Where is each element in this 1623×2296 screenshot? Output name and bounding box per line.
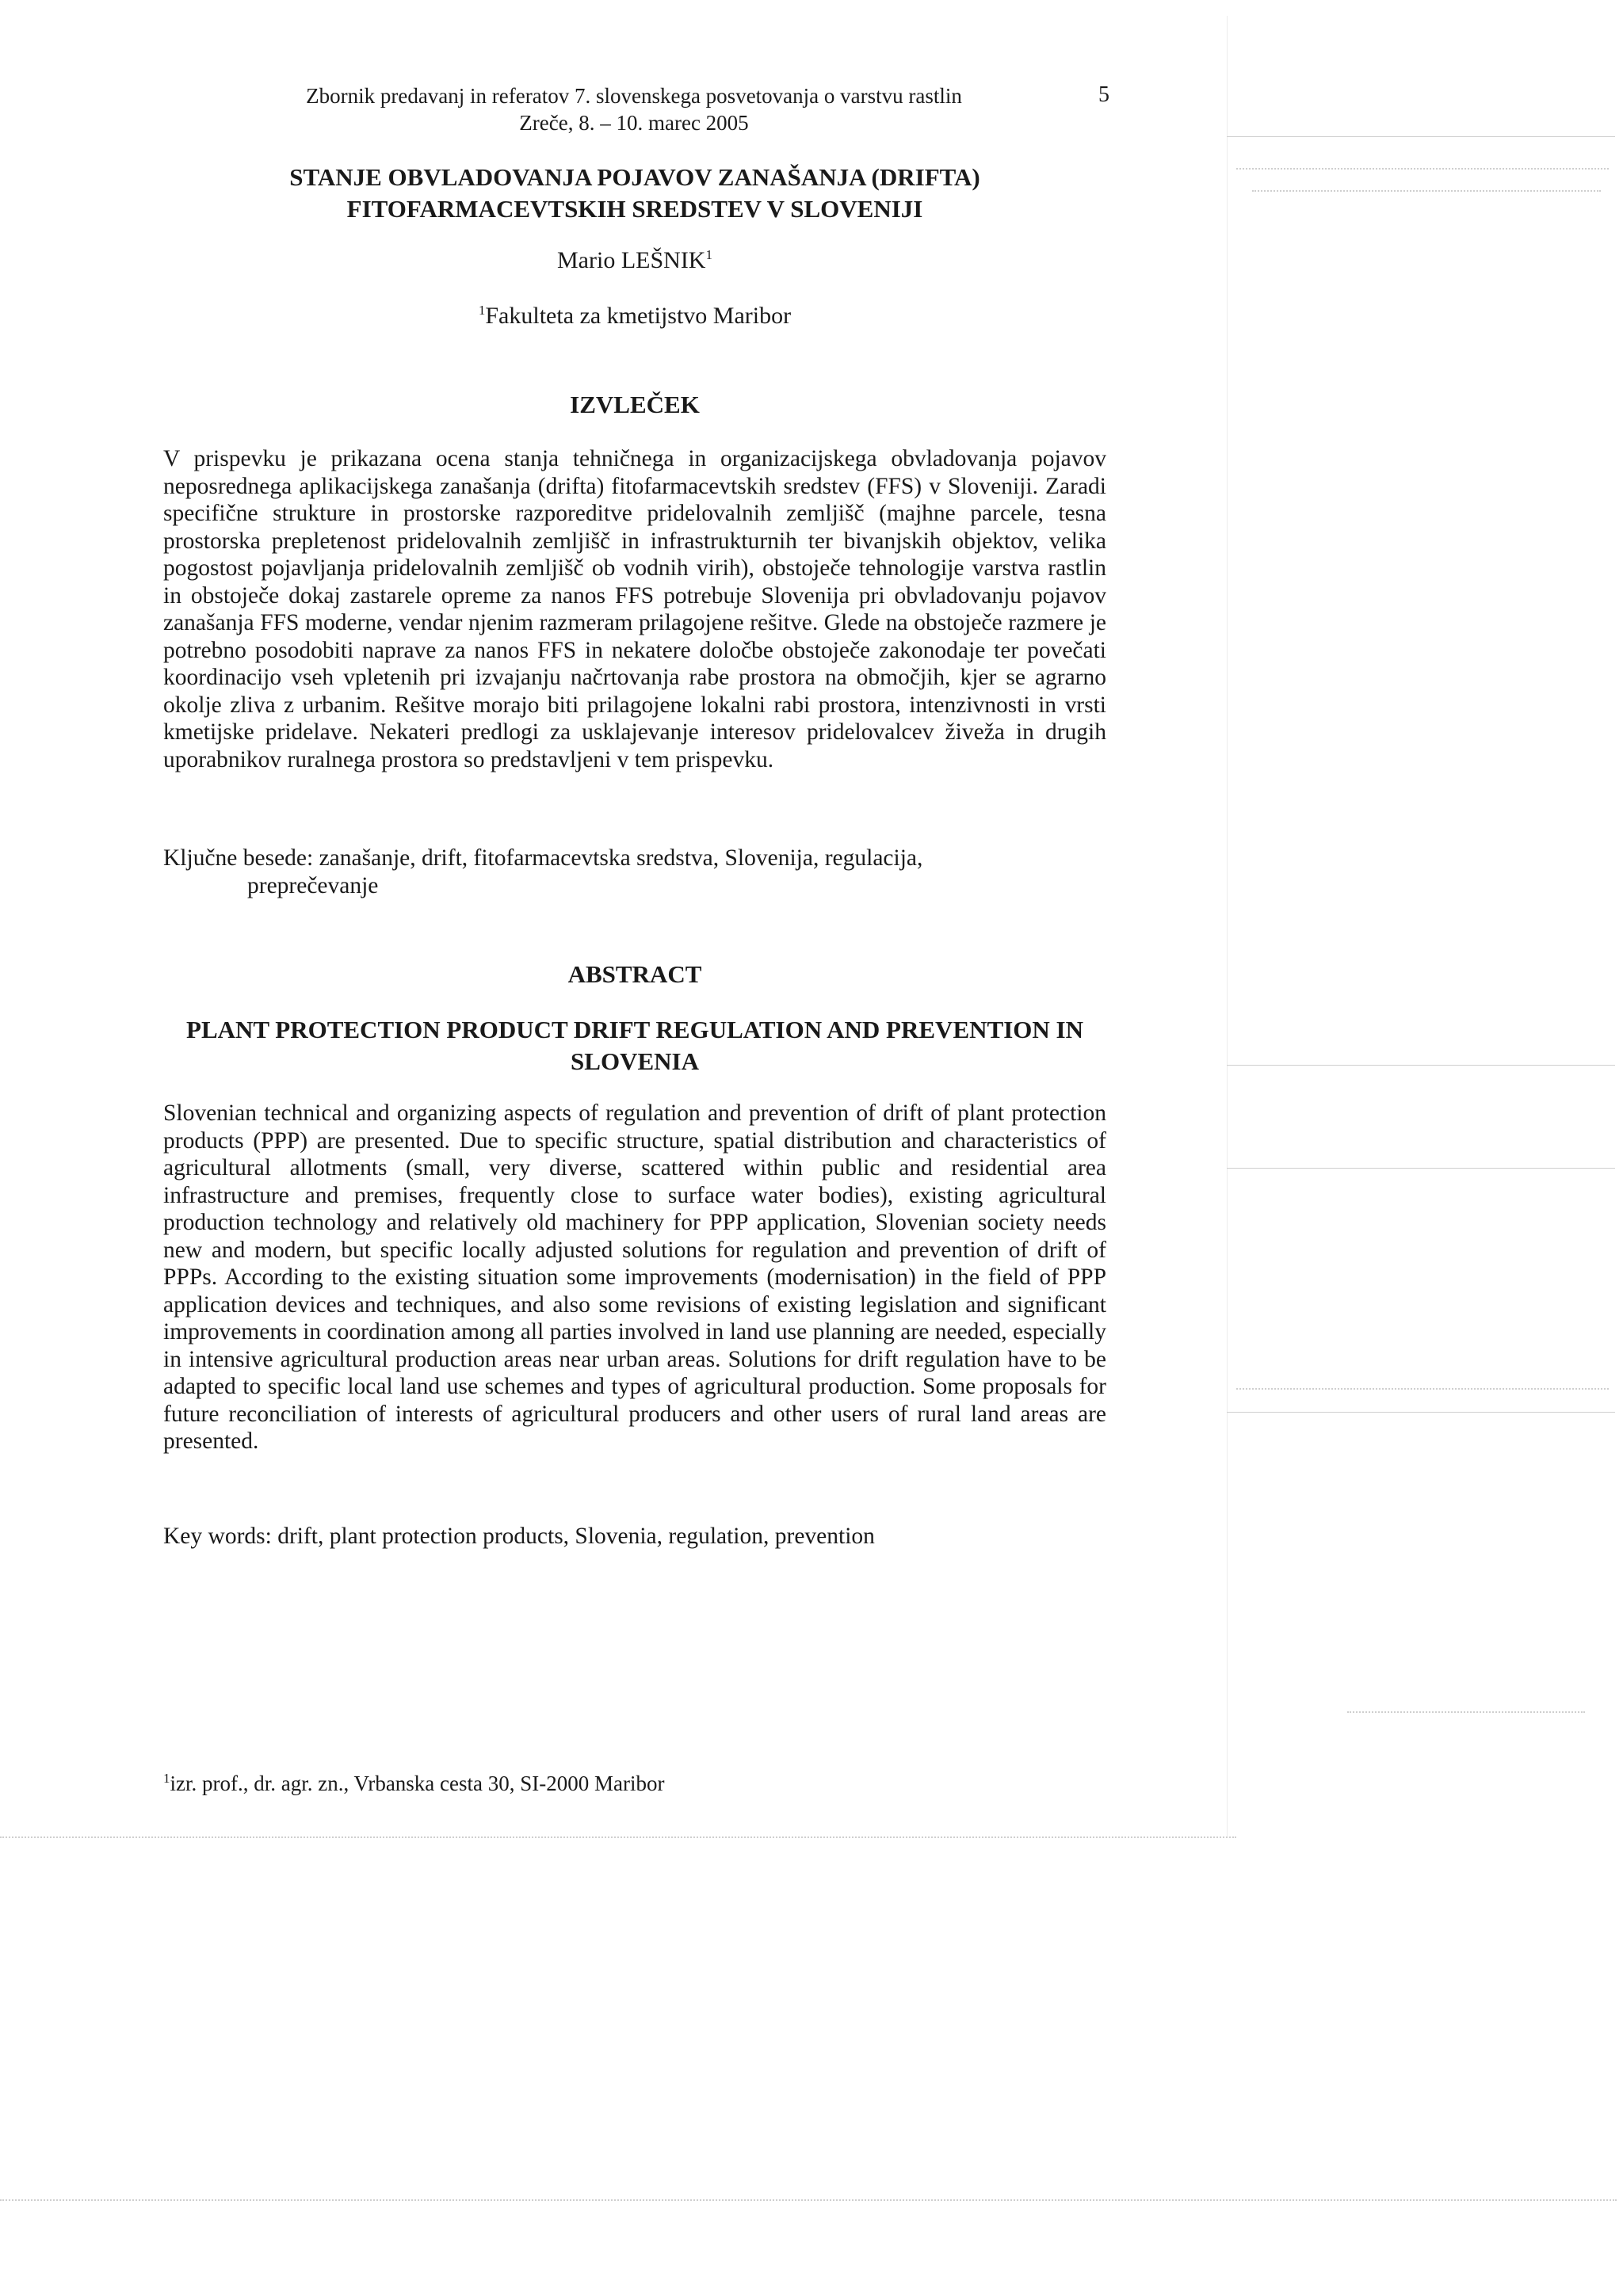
scan-artifact-line — [1227, 1168, 1615, 1169]
affiliation-marker: 1 — [478, 303, 486, 318]
keywords-slovene-line-1: Ključne besede: zanašanje, drift, fitofarmacevtska sredstva, Slovenija, regulacija, — [163, 845, 923, 871]
header-proceedings-line: Zbornik predavanj in referatov 7. slovenskega posvetovanja o varstvu rastlin — [306, 84, 962, 108]
abstract-title — [163, 1014, 1106, 1077]
scan-artifact-dots — [1236, 1388, 1609, 1391]
abstract-heading: ABSTRACT — [567, 960, 702, 988]
scan-artifact-dots — [0, 1836, 1236, 1840]
title-line-1: STANJE OBVLADOVANJA POJAVOV ZANAŠANJA (DRIFTA) — [289, 163, 980, 191]
title-line-2: FITOFARMACEVTSKIH SREDSTEV V SLOVENIJI — [346, 195, 923, 223]
paper-title — [163, 162, 1106, 225]
affiliation-text: Fakulteta za kmetijstvo Maribor — [485, 303, 792, 329]
izvlecek-heading: IZVLEČEK — [570, 391, 700, 418]
scan-artifact-dots — [1236, 168, 1609, 171]
footnote-text: izr. prof., dr. agr. zn., Vrbanska cesta 30, SI-2000 Maribor — [170, 1772, 665, 1795]
keywords-slovene-line-2: preprečevanje — [247, 872, 379, 898]
scan-artifact-line — [1227, 136, 1615, 137]
footnote — [163, 1772, 956, 1796]
scan-artifact-vertical — [1227, 16, 1228, 1838]
abstract-body: Slovenian technical and organizing aspects of regulation and prevention of drift of plant protection products (PPP) are presented. Due to specific structure, spatial distribution and characteristics of agricultural allotments (small, very diverse, scattered within public and residential area infrastructure and premises, frequently close to surface water bodies), existing agricultural production technology and relatively old machinery for PPP application, Slovenian society needs new and modern, but specific locally adjusted solutions for regulation and prevention of drift of PPPs. According to the existing situation some improvements (modernisation) in the field of PPP application devices and techniques, and also some revisions of existing legislation and significant improvements in coordination among all parties involved in land use planning are needed, especially in intensive agricultural production areas near urban areas. Solutions for drift regulation have to be adapted to specific local land use schemes and types of agricultural production. Some proposals for future reconciliation of interests of agricultural producers and other users of rural land areas are presented. — [163, 1100, 1106, 1454]
scan-artifact-dots — [1347, 1711, 1585, 1714]
izvlecek-body: V prispevku je prikazana ocena stanja tehničnega in organizacijskega obvladovanja pojavov neposrednega aplikacijskega zanašanja (drifta) fitofarmacevtskih sredstev (FFS) v Sloveniji. Zaradi specifične strukture in prostorske razporeditve pridelovalnih zemljišč (majhne parcele, tesna prostorska prepletenost pridelovalnih zemljišč in infrastrukturnih ter bivanjskih objektov, velika pogostost pojavljanja pridelovalnih zemljišč ob vodnih virih), obstoječe tehnologije varstva rastlin in obstoječe dokaj zastarele opreme za nanos FFS potrebuje Slovenija pri obvladovanju pojavov zanašanja FFS moderne, vendar njenim razmeram prilagojene rešitve. Glede na obstoječe razmere je potrebno posodobiti naprave za nanos FFS in nekatere določbe obstoječe zakonodaje ter povečati koordinacijo vseh vpletenih pri izvajanju načrtovanja rabe prostora na območjih, kjer se agrarno okolje zliva z urbanim. Rešitve morajo biti prilagojene lokalni rabi prostora, intenzivnosti in vrsti kmetijske pridelave. Nekateri predlogi za usklajevanje interesov pridelovalcev živeža in drugih uporabnikov ruralnega prostora so predstavljeni v tem prispevku. — [163, 446, 1106, 772]
header-date-line: Zreče, 8. – 10. marec 2005 — [519, 111, 749, 135]
affiliation — [163, 303, 1106, 330]
scan-artifact-line — [1227, 1065, 1615, 1066]
keywords-slovene — [163, 845, 1106, 899]
abstract-title-line-1: PLANT PROTECTION PRODUCT DRIFT REGULATION AND PREVENTION IN — [186, 1016, 1083, 1043]
author-name: Mario LEŠNIK — [557, 247, 706, 273]
scan-artifact-line — [1227, 1412, 1615, 1413]
keywords-english: Key words: drift, plant protection products, Slovenia, regulation, prevention — [163, 1524, 875, 1549]
scan-artifact-dots — [0, 2199, 1617, 2203]
page-number: 5 — [1098, 82, 1109, 107]
author-marker: 1 — [705, 247, 712, 262]
abstract-title-line-2: SLOVENIA — [571, 1047, 699, 1075]
footnote-marker: 1 — [163, 1771, 170, 1786]
scan-artifact-dots — [1252, 190, 1601, 193]
running-header — [238, 82, 1030, 136]
author — [163, 247, 1106, 274]
